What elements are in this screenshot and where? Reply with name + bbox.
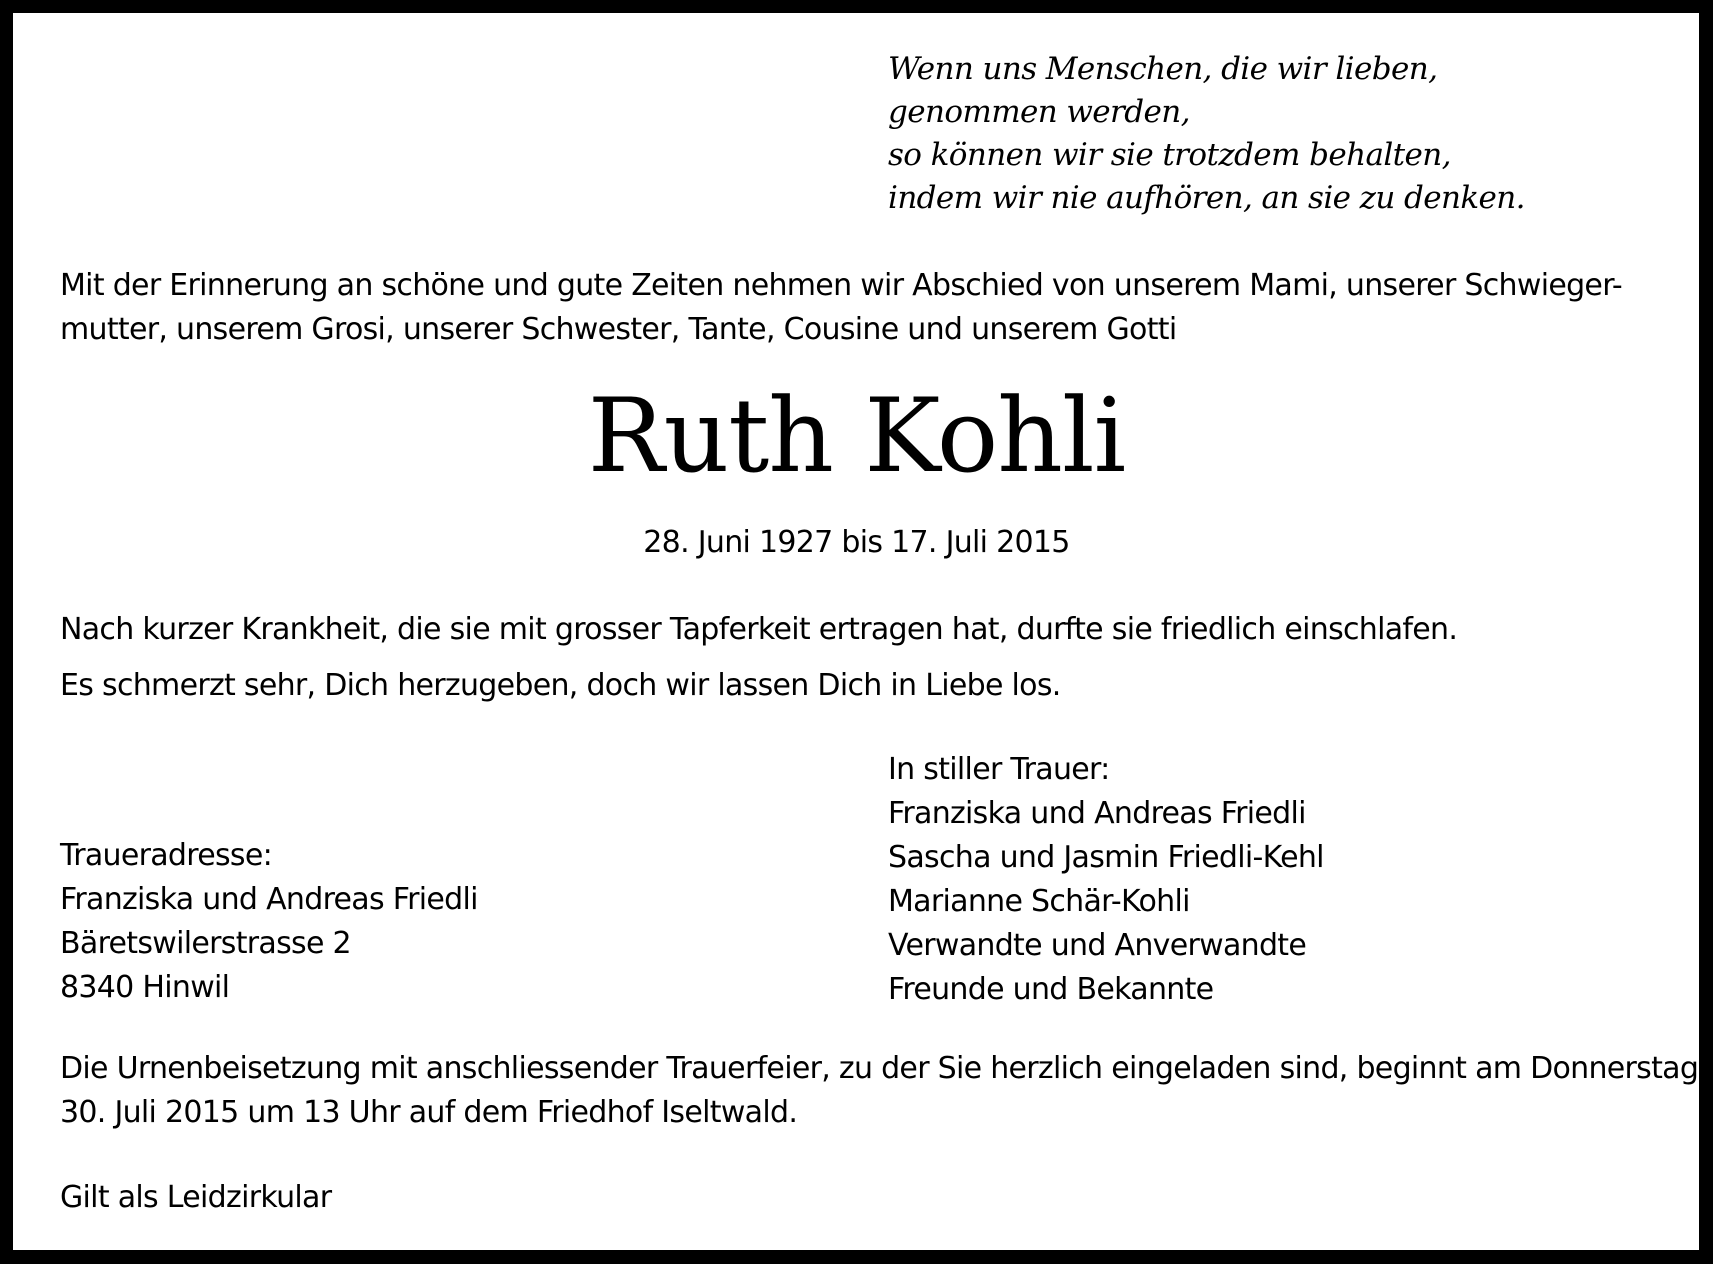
address-street: Bäretswilerstrasse 2: [60, 926, 351, 961]
poem-line: Wenn uns Menschen, die wir lieben,: [888, 51, 1438, 87]
poem: [888, 48, 1525, 220]
address-name: Franziska und Andreas Friedli: [60, 882, 478, 917]
ceremony-line: 30. Juli 2015 um 13 Uhr auf dem Friedhof Iseltwald.: [60, 1095, 798, 1130]
mourners-list: [888, 748, 1324, 1012]
intro-line: Mit der Erinnerung an schöne und gute Zeiten nehmen wir Abschied von unserem Mami, unserer Schwieger-: [60, 268, 1623, 303]
mourner-name: Sascha und Jasmin Friedli-Kehl: [888, 840, 1324, 875]
address-heading: Traueradresse:: [60, 838, 273, 873]
mourner-name: Freunde und Bekannte: [888, 972, 1214, 1007]
intro-paragraph: [60, 264, 1622, 352]
mourner-name: Marianne Schär-Kohli: [888, 884, 1190, 919]
deceased-name: Ruth Kohli: [587, 377, 1126, 496]
circular-note: Gilt als Leidzirkular: [60, 1180, 332, 1215]
life-dates: 28. Juni 1927 bis 17. Juli 2015: [643, 525, 1070, 560]
poem-line: genommen werden,: [888, 94, 1190, 130]
address-city: 8340 Hinwil: [60, 970, 230, 1005]
ceremony-line: Die Urnenbeisetzung mit anschliessender Trauerfeier, zu der Sie herzlich eingeladen sind, beginnt am Donnerstag,: [60, 1051, 1708, 1086]
intro-line: mutter, unserem Grosi, unserer Schwester, Tante, Cousine und unserem Gotti: [60, 312, 1177, 347]
mourning-address: [60, 834, 478, 1010]
poem-line: so können wir sie trotzdem behalten,: [888, 137, 1451, 173]
mourners-heading: In stiller Trauer:: [888, 752, 1110, 787]
illness-text: Nach kurzer Krankheit, die sie mit grosser Tapferkeit ertragen hat, durfte sie friedlich einschlafen.: [60, 612, 1458, 647]
mourner-name: Verwandte und Anverwandte: [888, 928, 1307, 963]
mourner-name: Franziska und Andreas Friedli: [888, 796, 1306, 831]
ceremony-notice: [60, 1047, 1707, 1135]
release-text: Es schmerzt sehr, Dich herzugeben, doch wir lassen Dich in Liebe los.: [60, 668, 1061, 703]
poem-line: indem wir nie aufhören, an sie zu denken.: [888, 180, 1525, 216]
